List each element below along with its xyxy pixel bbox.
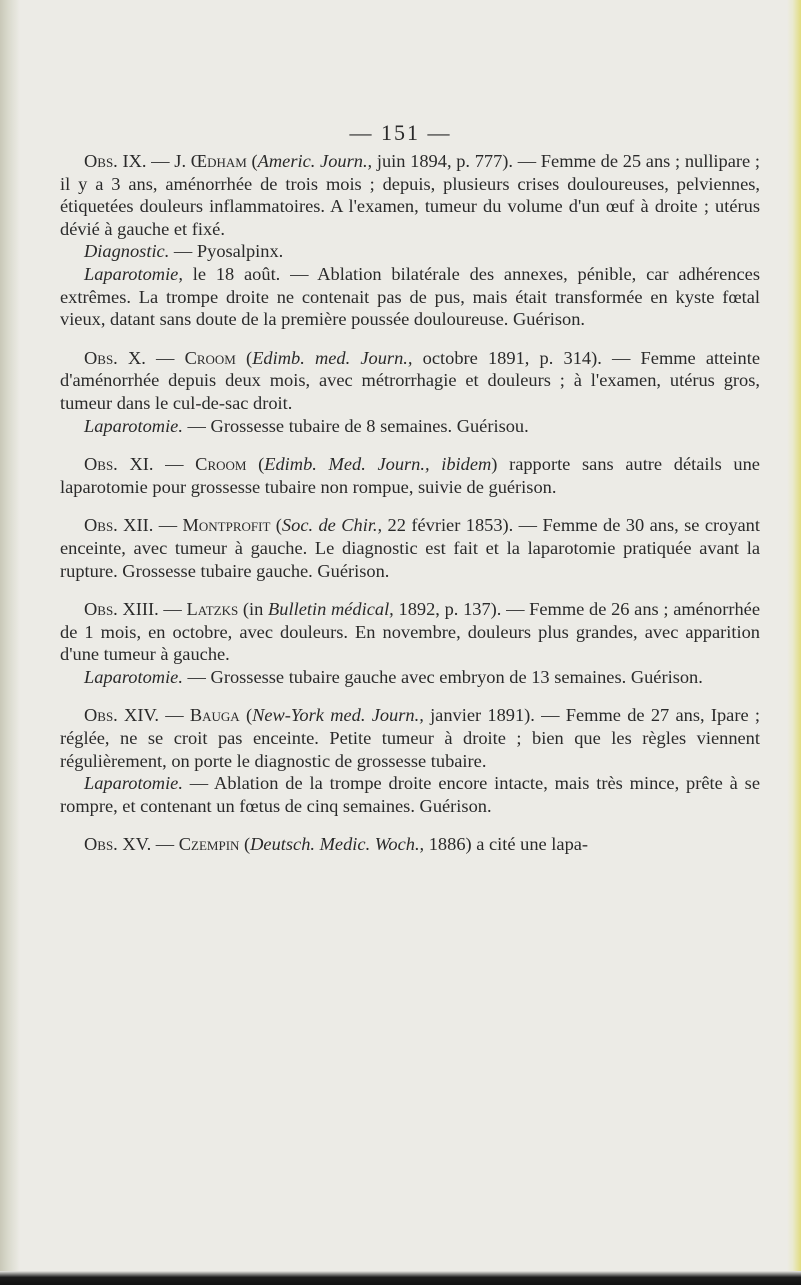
observation-author: Bauga xyxy=(189,705,240,726)
page-bottom-edge xyxy=(0,1271,801,1285)
observation-author: J. Œdham xyxy=(174,151,247,171)
observation-entry xyxy=(60,514,760,582)
observation-paragraph: Obs. XV. — Czempin (Deutsch. Medic. Woch., 1886) a cité une lapa- xyxy=(84,834,589,855)
observation-body: janvier 1891). — Femme de 27 ans, Ipare ; réglée, ne se croit pas enceinte. Petite tumeur à droite ; bien que les règles viennent régulièrement, on porte le diagnostic de grossesse tubaire. xyxy=(60,705,760,771)
observation-term: Laparotomie. xyxy=(84,415,183,436)
observation-entry xyxy=(60,833,760,856)
observation-text: — Ablation de la trompe droite encore intacte, mais très mince, prête à se rompre, et contenant un fœtus de cinq semaines. Guérison. xyxy=(60,773,760,816)
observation-source: Edimb. med. Journ., xyxy=(252,347,413,368)
observation-label: Obs. XII. xyxy=(84,515,154,536)
observation-source: Soc. de Chir., xyxy=(281,515,383,536)
observation-paragraph: Obs. XIII. — Latzks (in Bulletin médical, 1892, p. 137). — Femme de 26 ans ; aménorrhée de 1 mois, en octobre, avec douleurs. En novembre, douleurs plus grandes, avec apparition d'une tumeur à gauche. xyxy=(60,599,760,665)
observation-entry xyxy=(60,598,760,688)
observation-body: juin 1894, p. 777). — Femme de 25 ans ; nullipare ; il y a 3 ans, aménorrhée de trois mois ; depuis, plusieurs crises douloureuses, pelviennes, étiquetées douleurs inflammatoires. A l'examen, tumeur du volume d'un œuf à droite ; utérus dévié à gauche et fixé. xyxy=(60,151,760,239)
observation-source: Edimb. Med. Journ., ibidem xyxy=(264,454,492,475)
observation-label: Obs. XI. xyxy=(84,454,154,475)
observation-author: Croom xyxy=(184,347,236,368)
observation-paragraph: Obs. XII. — Montprofit (Soc. de Chir., 22 février 1853). — Femme de 30 ans, se croyant enceinte, avec tumeur à gauche. Le diagnostic est fait et la laparotomie pratiquée avant la rupture. Grossesse tubaire gauche. Guérison. xyxy=(60,515,760,581)
observation-paragraph xyxy=(60,772,760,817)
observation-source: New-York med. Journ., xyxy=(252,705,424,726)
observation-label: Obs. XIII. xyxy=(84,599,159,620)
observation-author: Czempin xyxy=(178,834,240,855)
observation-paragraph: Obs. XIV. — Bauga (New-York med. Journ., janvier 1891). — Femme de 27 ans, Ipare ; réglée, ne se croit pas enceinte. Petite tumeur à droite ; bien que les règles viennent régulièrement, on porte le diagnostic de grossesse tubaire. xyxy=(60,705,760,771)
observation-term: Laparotomie. xyxy=(84,666,183,687)
page-left-edge xyxy=(0,0,20,1285)
observation-source: Bulletin médical, xyxy=(268,599,394,620)
observation-author: Latzks xyxy=(186,599,239,620)
observation-author: Montprofit xyxy=(182,515,271,536)
page-number: — 151 — xyxy=(349,120,452,145)
observation-text: — Grossesse tubaire gauche avec embryon de 13 semaines. Guérison. xyxy=(182,666,703,687)
observation-paragraph xyxy=(60,240,760,263)
observation-body: 1886) a cité une lapa- xyxy=(424,834,589,855)
observation-body: 1892, p. 137). — Femme de 26 ans ; aménorrhée de 1 mois, en octobre, avec douleurs. En novembre, douleurs plus grandes, avec apparition d'une tumeur à gauche. xyxy=(60,599,760,665)
observation-body: 22 février 1853). — Femme de 30 ans, se croyant enceinte, avec tumeur à gauche. Le diagnostic est fait et la laparotomie pratiquée avant la rupture. Grossesse tubaire gauche. Guérison. xyxy=(60,515,760,581)
observation-paragraph xyxy=(60,666,760,689)
observation-paragraph: Obs. X. — Croom (Edimb. med. Journ., octobre 1891, p. 314). — Femme atteinte d'aménorrhée depuis deux mois, avec métrorrhagie et douleurs ; à l'examen, utérus gros, tumeur dans le cul-de-sac droit. xyxy=(60,347,761,413)
observation-entry xyxy=(60,150,760,331)
observation-paragraph: Obs. IX. — J. Œdham (Americ. Journ., juin 1894, p. 777). — Femme de 25 ans ; nullipare ; il y a 3 ans, aménorrhée de trois mois ; depuis, plusieurs crises douloureuses, pelviennes, étiquetées douleurs inflammatoires. A l'examen, tumeur du volume d'un œuf à droite ; utérus dévié à gauche et fixé. xyxy=(60,151,760,239)
observation-author: Croom xyxy=(195,454,247,475)
observation-term: Laparotomie, xyxy=(84,263,183,284)
page-right-edge xyxy=(787,0,801,1285)
observation-text: — Pyosalpinx. xyxy=(169,241,284,262)
observation-source: Deutsch. Medic. Woch., xyxy=(250,834,425,855)
observation-entry xyxy=(60,347,760,437)
observation-term: Laparotomie. xyxy=(84,773,183,794)
observation-label: Obs. XIV. xyxy=(84,705,159,726)
observation-entry xyxy=(60,704,760,817)
observation-text: — Grossesse tubaire de 8 semaines. Guérisou. xyxy=(182,415,529,436)
observation-body: rapporte sans autre détails une laparotomie pour grossesse tubaire non rompue, suivie de guérison. xyxy=(60,454,760,497)
observation-body: octobre 1891, p. 314). — Femme atteinte d'aménorrhée depuis deux mois, avec métrorrhagie et douleurs ; à l'examen, utérus gros, tumeur dans le cul-de-sac droit. xyxy=(60,347,761,413)
observation-label: Obs. IX. xyxy=(84,151,147,171)
observation-entry xyxy=(60,453,760,498)
observation-text: le 18 août. — Ablation bilatérale des annexes, pénible, car adhérences extrêmes. La trompe droite ne contenait pas de pus, mais était transformée en kyste fœtal vieux, datant sans doute de la première poussée douloureuse. Guérison. xyxy=(60,263,760,330)
observation-term: Diagnostic. xyxy=(84,241,170,262)
observation-paragraph xyxy=(60,415,760,438)
observation-label: Obs. X. xyxy=(84,347,146,368)
observation-paragraph xyxy=(60,263,760,331)
observation-paragraph: Obs. XI. — Croom (Edimb. Med. Journ., ibidem) rapporte sans autre détails une laparotomie pour grossesse tubaire non rompue, suivie de guérison. xyxy=(60,454,760,497)
observation-source: Americ. Journ., xyxy=(257,151,373,171)
observation-label: Obs. XV. xyxy=(84,834,152,855)
page-content xyxy=(60,150,760,872)
